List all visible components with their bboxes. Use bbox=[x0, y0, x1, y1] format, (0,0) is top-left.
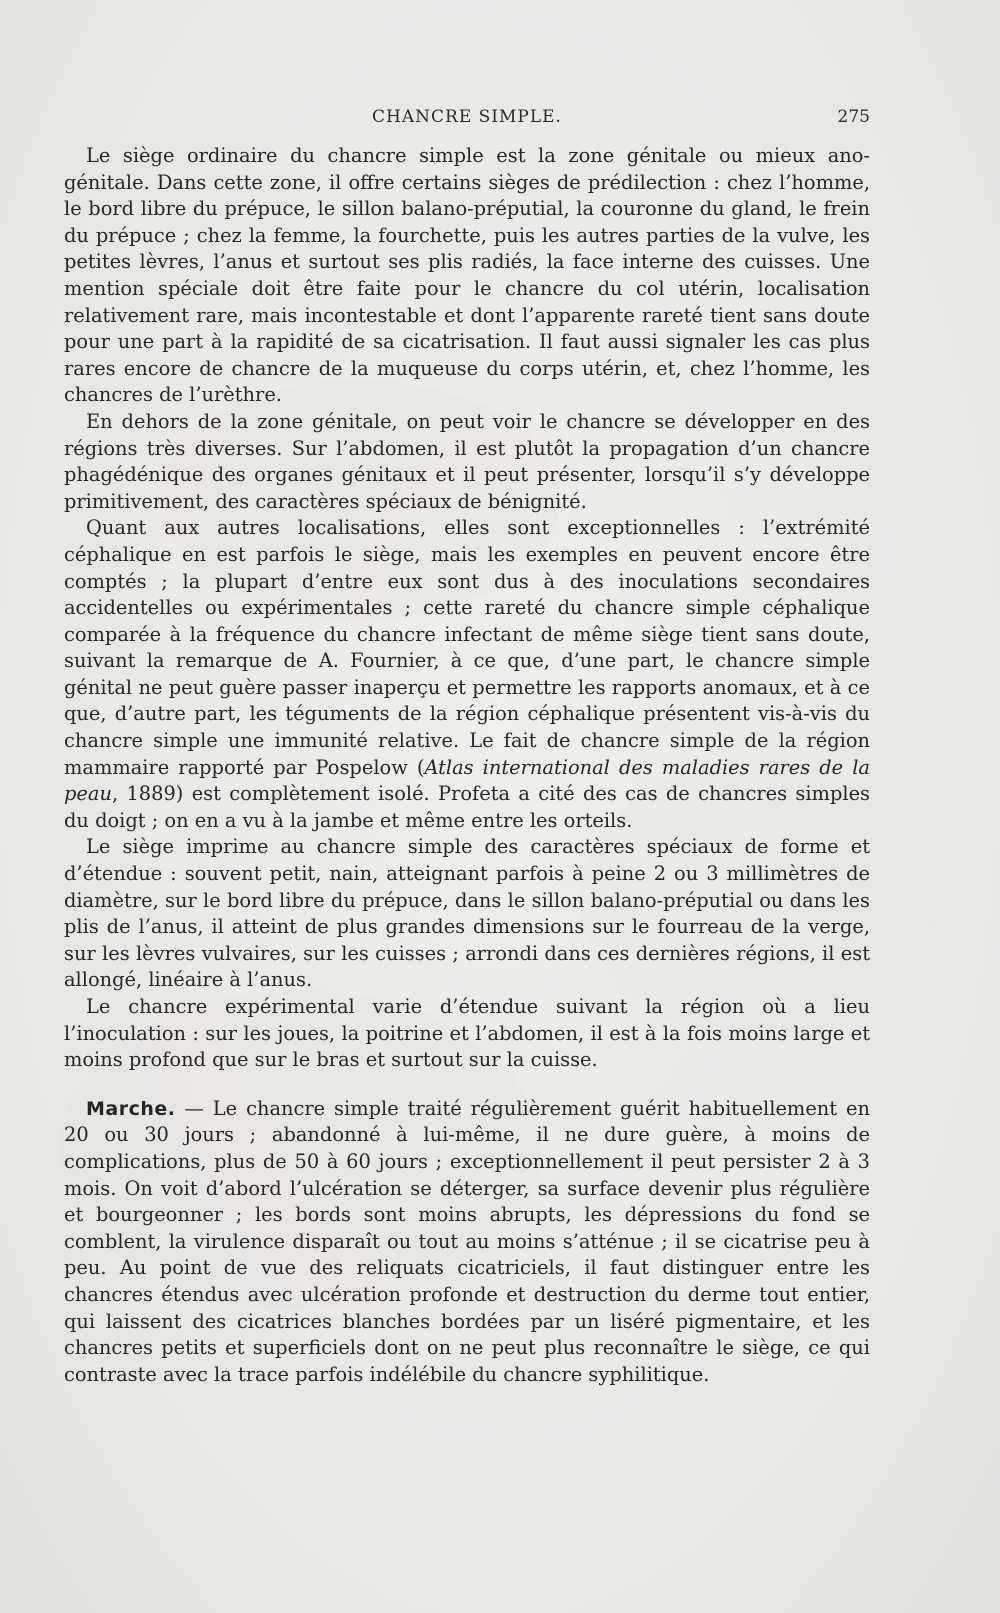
section-heading-marche: Marche. bbox=[86, 1097, 176, 1120]
page-body bbox=[64, 143, 870, 1388]
paragraph-text: Quant aux autres localisations, elles sont exceptionnelles : l’extrémité céphalique en est parfois le siège, mais les exemples en peuvent encore être comptés ; la plupart d’entre eux sont dus à des inoculations secondaires accidentelles ou expérimentales ; cette rareté du chancre simple céphalique comparée à la fréquence du chancre infectant de même siège tient sans doute, suivant la remarque de A. Fournier, à ce que, d’une part, le chancre simple génital ne peut guère passer inaperçu et permettre les rapports anomaux, et à ce que, d’autre part, les téguments de la région céphalique présentent vis-à-vis du chancre simple une immunité relative. Le fait de chancre simple de la région mammaire rapporté par Pospelow ( bbox=[64, 516, 870, 779]
citation-title: Atlas international des maladies rares de la peau bbox=[64, 755, 870, 806]
paragraph-hors-zone-genitale: En dehors de la zone génitale, on peut voir le chancre se développer en des régions très diverses. Sur l’abdomen, il est plutôt la propagation d’un chancre phagédénique des organes génitaux et il peut présenter, lorsqu’il s’y développe primitivement, des caractères spéciaux de bénignité. bbox=[64, 409, 870, 513]
page-header bbox=[64, 107, 870, 135]
marche-text: — Le chancre simple traité régulièrement guérit habituellement en 20 ou 30 jours ; abandonné à lui-même, il ne dure guère, à moins de complications, plus de 50 à 60 jours ; exceptionnellement il peut persister 2 à 3 mois. On voit d’abord l’ulcération se déterger, sa surface devenir plus régulière et bourgeonner ; les bords sont moins abrupts, les dépressions du fond se comblent, la virulence disparaît ou tout au moins s’atténue ; il se cicatrise peu à peu. Au point de vue des reliquats cicatriciels, il faut distinguer entre les chancres étendus avec ulcération profonde et destruction du derme tout entier, qui laissent des cicatrices blanches bordées par un liséré pigmentaire, et les chancres petits et superficiels dont on ne peut plus reconnaître le siège, ce qui contraste avec la trace parfois indélébile du chancre syphilitique. bbox=[64, 1096, 870, 1386]
paragraph-localisation-genitale: Le siège ordinaire du chancre simple est la zone génitale ou mieux ano-génitale. Dans cette zone, il offre certains sièges de prédilection : chez l’homme, le bord libre du prépuce, le sillon balano-préputial, la couronne du gland, le frein du prépuce ; chez la femme, la fourchette, puis les autres parties de la vulve, les petites lèvres, l’anus et surtout ses plis radiés, la face interne des cuisses. Une mention spéciale doit être faite pour le chancre du col utérin, localisation relativement rare, mais incontestable et dont l’apparente rareté tient sans doute pour une part à la rapidité de sa cicatrisation. Il faut aussi signaler les cas plus rares encore de chancre de la muqueuse du corps utérin, et, chez l’homme, les chancres de l’urèthre. bbox=[64, 144, 870, 407]
running-title: CHANCRE SIMPLE. bbox=[372, 107, 562, 127]
citation-continuation: , 1889) est complètement isolé. Profeta a cité des cas de chancres simples du doigt ; on en a vu à la jambe et même entre les orteils. bbox=[64, 782, 870, 832]
paragraph-marche bbox=[64, 1096, 870, 1389]
paragraph-autres-localisations bbox=[64, 515, 870, 834]
paragraph-chancre-experimental: Le chancre expérimental varie d’étendue suivant la région où a lieu l’inoculation : sur les joues, la poitrine et l’abdomen, il est à la fois moins large et moins profond que sur le bras et surtout sur la cuisse. bbox=[64, 995, 870, 1072]
paragraph-forme-etendue: Le siège imprime au chancre simple des caractères spéciaux de forme et d’étendue : souvent petit, nain, atteignant parfois à peine 2 ou 3 millimètres de diamètre, sur le bord libre du prépuce, dans le sillon balano-préputial ou dans les plis de l’anus, il atteint de plus grandes dimensions sur le fourreau de la verge, sur les lèvres vulvaires, sur les cuisses ; arrondi dans ces dernières régions, il est allongé, linéaire à l’anus. bbox=[64, 835, 870, 992]
page-number: 275 bbox=[837, 107, 870, 127]
